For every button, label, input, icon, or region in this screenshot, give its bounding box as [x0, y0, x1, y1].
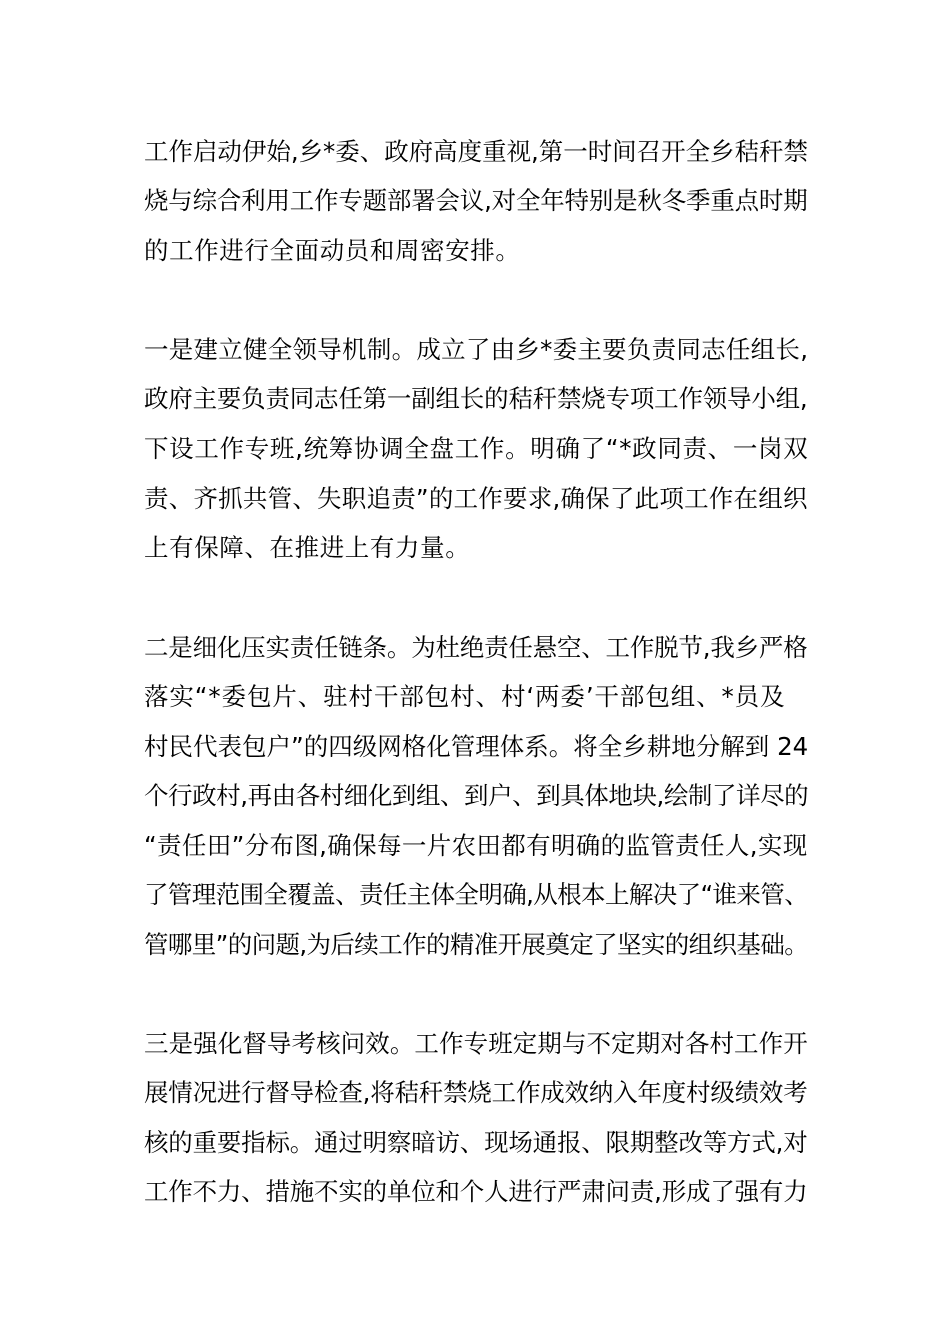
text-line: 三是强化督导考核问效。工作专班定期与不定期对各村工作开 [144, 1029, 808, 1058]
text-line: 工作启动伊始,乡*委、政府高度重视,第一时间召开全乡秸秆禁 [144, 137, 808, 166]
text-line: 二是细化压实责任链条。为杜绝责任悬空、工作脱节,我乡严格 [144, 633, 808, 662]
text-line: 一是建立健全领导机制。成立了由乡*委主要负责同志任组长, [144, 335, 809, 364]
text-line: 责、齐抓共管、失职追责”的工作要求,确保了此项工作在组织 [144, 484, 808, 513]
text-line: 工作不力、措施不实的单位和个人进行严肃问责,形成了强有力 [144, 1177, 808, 1206]
text-line: 落实“*委包片、驻村干部包村、村‘两委’干部包组、*员及 [144, 682, 786, 711]
text-line: 村民代表包户”的四级网格化管理体系。将全乡耕地分解到 24 [144, 732, 809, 761]
text-line: 展情况进行督导检查,将秸秆禁烧工作成效纳入年度村级绩效考 [144, 1078, 808, 1107]
text-line: 政府主要负责同志任第一副组长的秸秆禁烧专项工作领导小组, [144, 384, 808, 413]
text-line: 核的重要指标。通过明察暗访、现场通报、限期整改等方式,对 [144, 1128, 808, 1157]
text-line: 烧与综合利用工作专题部署会议,对全年特别是秋冬季重点时期 [144, 186, 808, 215]
text-line: “责任田”分布图,确保每一片农田都有明确的监管责任人,实现 [144, 831, 808, 860]
text-line: 管哪里”的问题,为后续工作的精准开展奠定了坚实的组织基础。 [144, 930, 809, 959]
text-line: 上有保障、在推进上有力量。 [144, 533, 471, 562]
text-line: 个行政村,再由各村细化到组、到户、到具体地块,绘制了详尽的 [144, 781, 809, 810]
text-line: 下设工作专班,统筹协调全盘工作。明确了“*政同责、一岗双 [144, 434, 809, 463]
text-line: 了管理范围全覆盖、责任主体全明确,从根本上解决了“谁来管、 [144, 880, 809, 909]
text-line: 的工作进行全面动员和周密安排。 [144, 236, 521, 265]
